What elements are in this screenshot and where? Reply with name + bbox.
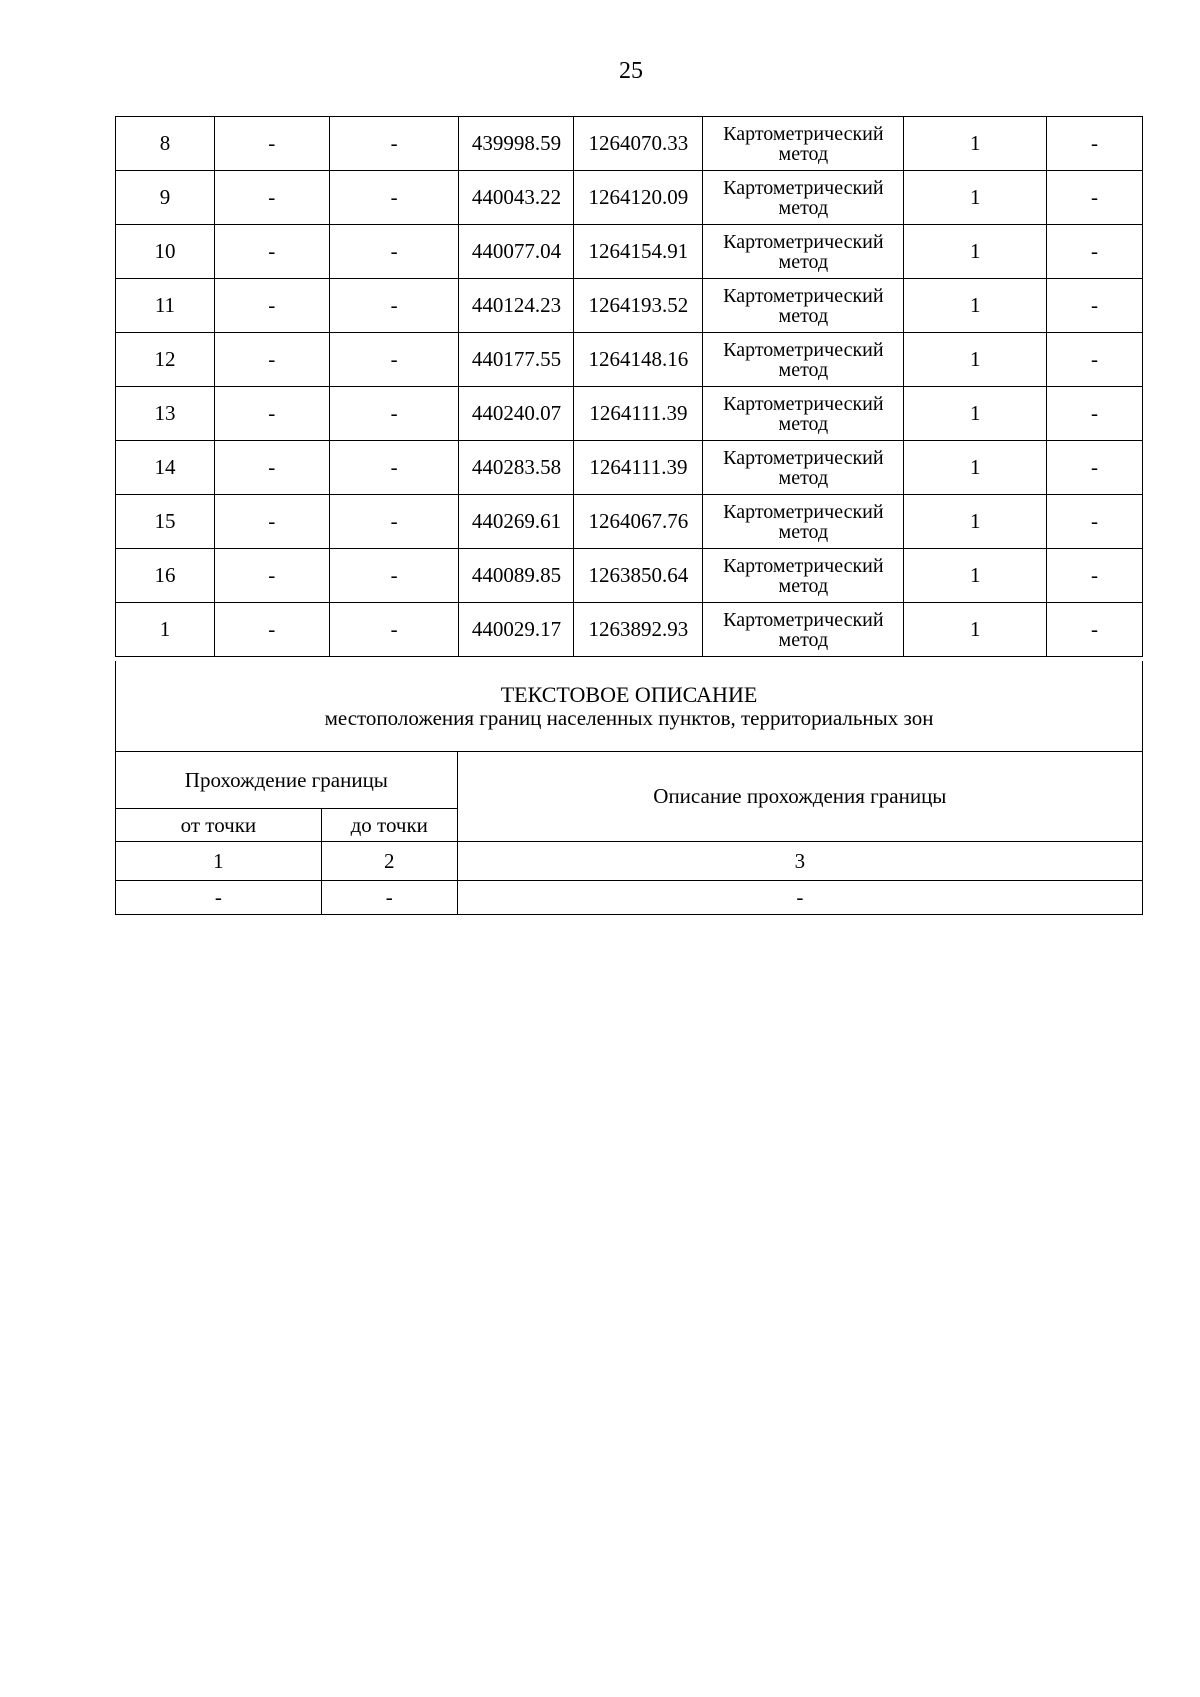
y-coordinate-cell: 1264111.39 <box>574 441 703 495</box>
column-number-row <box>116 842 1143 881</box>
empty-cell: - <box>329 549 459 603</box>
y-coordinate-cell: 1264111.39 <box>574 387 703 441</box>
empty-cell: - <box>214 387 329 441</box>
empty-cell: - <box>329 117 459 171</box>
section-subtitle: местоположения границ населенных пунктов, территориальных зон <box>324 705 934 730</box>
page-number: 25 <box>619 58 643 84</box>
table-row <box>116 117 1143 171</box>
empty-cell: - <box>329 603 459 657</box>
empty-cell: - <box>329 387 459 441</box>
x-coordinate-cell: 439998.59 <box>459 117 574 171</box>
y-coordinate-cell: 1264120.09 <box>574 171 703 225</box>
point-number-cell: 1 <box>116 603 215 657</box>
method-line-1: Картометрический <box>723 392 884 415</box>
y-coordinate-cell: 1264067.76 <box>574 495 703 549</box>
to-point-header: до точки <box>321 809 457 842</box>
empty-cell: - <box>1047 387 1143 441</box>
point-number-cell: 11 <box>116 279 215 333</box>
table-row <box>116 495 1143 549</box>
empty-cell: - <box>1047 333 1143 387</box>
point-number-cell: 9 <box>116 171 215 225</box>
x-coordinate-cell: 440177.55 <box>459 333 574 387</box>
empty-cell: - <box>214 333 329 387</box>
x-coordinate-cell: 440240.07 <box>459 387 574 441</box>
coordinates-table <box>115 116 1143 657</box>
method-line-2: метод <box>778 250 829 273</box>
method-cell <box>703 603 904 657</box>
from-point-cell: - <box>116 881 322 915</box>
empty-cell: - <box>329 441 459 495</box>
y-coordinate-cell: 1263850.64 <box>574 549 703 603</box>
y-coordinate-cell: 1264154.91 <box>574 225 703 279</box>
accuracy-cell: 1 <box>904 333 1047 387</box>
method-cell <box>703 387 904 441</box>
empty-cell: - <box>1047 603 1143 657</box>
empty-cell: - <box>214 171 329 225</box>
table-row <box>116 333 1143 387</box>
method-line-1: Картометрический <box>723 608 884 631</box>
accuracy-cell: 1 <box>904 549 1047 603</box>
section-header-cell <box>116 661 1143 752</box>
y-coordinate-cell: 1264148.16 <box>574 333 703 387</box>
section-title: ТЕКСТОВОЕ ОПИСАНИЕ <box>500 681 758 707</box>
empty-cell: - <box>1047 495 1143 549</box>
y-coordinate-cell: 1264193.52 <box>574 279 703 333</box>
empty-cell: - <box>329 171 459 225</box>
method-cell <box>703 549 904 603</box>
method-line-1: Картометрический <box>723 554 884 577</box>
table-row <box>116 225 1143 279</box>
point-number-cell: 8 <box>116 117 215 171</box>
empty-cell: - <box>1047 279 1143 333</box>
text-description-table <box>115 661 1143 915</box>
accuracy-cell: 1 <box>904 117 1047 171</box>
to-point-cell: - <box>321 881 457 915</box>
from-point-header: от точки <box>116 809 322 842</box>
method-line-1: Картометрический <box>723 176 884 199</box>
method-line-1: Картометрический <box>723 122 884 145</box>
point-number-cell: 12 <box>116 333 215 387</box>
method-line-1: Картометрический <box>723 284 884 307</box>
method-line-2: метод <box>778 466 829 489</box>
boundary-passage-header: Прохождение границы <box>116 752 458 809</box>
table-row <box>116 171 1143 225</box>
empty-cell: - <box>214 549 329 603</box>
empty-cell: - <box>214 441 329 495</box>
point-number-cell: 10 <box>116 225 215 279</box>
method-line-2: метод <box>778 304 829 327</box>
method-line-1: Картометрический <box>723 500 884 523</box>
empty-cell: - <box>214 117 329 171</box>
empty-cell: - <box>1047 549 1143 603</box>
table-row <box>116 549 1143 603</box>
method-cell <box>703 279 904 333</box>
x-coordinate-cell: 440124.23 <box>459 279 574 333</box>
empty-cell: - <box>214 225 329 279</box>
x-coordinate-cell: 440043.22 <box>459 171 574 225</box>
point-number-cell: 13 <box>116 387 215 441</box>
point-number-cell: 15 <box>116 495 215 549</box>
accuracy-cell: 1 <box>904 279 1047 333</box>
empty-cell: - <box>329 495 459 549</box>
empty-cell: - <box>1047 171 1143 225</box>
method-line-2: метод <box>778 358 829 381</box>
method-cell <box>703 171 904 225</box>
empty-cell: - <box>329 333 459 387</box>
empty-cell: - <box>1047 117 1143 171</box>
column-number-2: 2 <box>321 842 457 881</box>
table-row <box>116 279 1143 333</box>
method-line-2: метод <box>778 574 829 597</box>
accuracy-cell: 1 <box>904 603 1047 657</box>
point-number-cell: 16 <box>116 549 215 603</box>
description-cell: - <box>457 881 1142 915</box>
accuracy-cell: 1 <box>904 171 1047 225</box>
method-line-2: метод <box>778 142 829 165</box>
accuracy-cell: 1 <box>904 225 1047 279</box>
method-line-2: метод <box>778 196 829 219</box>
header-row-1 <box>116 752 1143 809</box>
column-number-1: 1 <box>116 842 322 881</box>
empty-cell: - <box>214 279 329 333</box>
x-coordinate-cell: 440269.61 <box>459 495 574 549</box>
point-number-cell: 14 <box>116 441 215 495</box>
method-line-1: Картометрический <box>723 446 884 469</box>
table-row <box>116 387 1143 441</box>
empty-cell: - <box>1047 225 1143 279</box>
accuracy-cell: 1 <box>904 387 1047 441</box>
x-coordinate-cell: 440077.04 <box>459 225 574 279</box>
empty-cell: - <box>329 225 459 279</box>
empty-cell: - <box>329 279 459 333</box>
section-header-row <box>116 661 1143 752</box>
method-cell <box>703 225 904 279</box>
x-coordinate-cell: 440283.58 <box>459 441 574 495</box>
method-cell <box>703 333 904 387</box>
method-line-2: метод <box>778 520 829 543</box>
empty-cell: - <box>214 603 329 657</box>
method-line-2: метод <box>778 628 829 651</box>
table-row <box>116 603 1143 657</box>
method-cell <box>703 495 904 549</box>
empty-cell: - <box>1047 441 1143 495</box>
x-coordinate-cell: 440029.17 <box>459 603 574 657</box>
x-coordinate-cell: 440089.85 <box>459 549 574 603</box>
table-row <box>116 441 1143 495</box>
column-number-3: 3 <box>457 842 1142 881</box>
method-line-1: Картометрический <box>723 230 884 253</box>
y-coordinate-cell: 1263892.93 <box>574 603 703 657</box>
method-cell <box>703 441 904 495</box>
method-line-2: метод <box>778 412 829 435</box>
empty-cell: - <box>214 495 329 549</box>
description-header: Описание прохождения границы <box>457 752 1142 842</box>
accuracy-cell: 1 <box>904 495 1047 549</box>
description-row <box>116 881 1143 915</box>
y-coordinate-cell: 1264070.33 <box>574 117 703 171</box>
method-line-1: Картометрический <box>723 338 884 361</box>
method-cell <box>703 117 904 171</box>
accuracy-cell: 1 <box>904 441 1047 495</box>
